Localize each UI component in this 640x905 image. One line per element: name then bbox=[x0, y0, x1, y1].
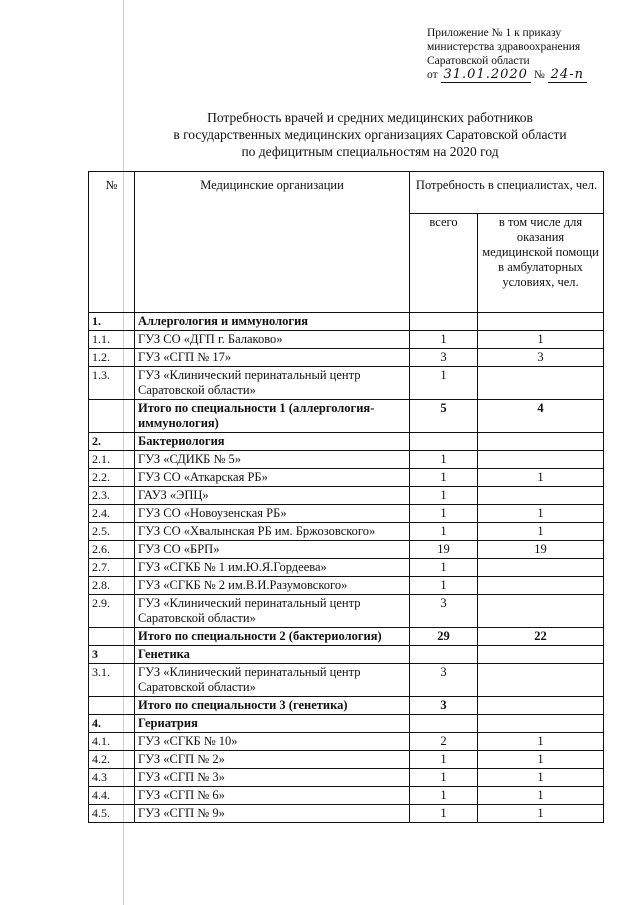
table-row bbox=[89, 505, 604, 523]
table-row bbox=[89, 451, 604, 469]
total-cell: 3 bbox=[410, 595, 478, 628]
header-ambulatory: в том числе для оказания медицинской помощи в амбулаторных условиях, чел. bbox=[478, 214, 604, 313]
row-number-cell: 1.3. bbox=[89, 367, 135, 400]
table-header-row bbox=[89, 172, 604, 214]
organization-cell: Итого по специальности 2 (бактериология) bbox=[135, 628, 410, 646]
ambulatory-cell: 1 bbox=[478, 733, 604, 751]
organization-cell: Итого по специальности 3 (генетика) bbox=[135, 697, 410, 715]
total-cell: 1 bbox=[410, 577, 478, 595]
row-number-cell: 1.2. bbox=[89, 349, 135, 367]
row-number-cell: 4.1. bbox=[89, 733, 135, 751]
title-line-1: Потребность врачей и средних медицинских работников bbox=[207, 110, 533, 125]
ambulatory-cell bbox=[478, 577, 604, 595]
organization-cell: Аллергология и иммунология bbox=[135, 313, 410, 331]
ambulatory-cell: 1 bbox=[478, 469, 604, 487]
total-cell: 1 bbox=[410, 451, 478, 469]
row-number-cell: 2.4. bbox=[89, 505, 135, 523]
table-row bbox=[89, 733, 604, 751]
total-cell bbox=[410, 715, 478, 733]
total-cell: 2 bbox=[410, 733, 478, 751]
total-cell: 29 bbox=[410, 628, 478, 646]
ambulatory-cell bbox=[478, 433, 604, 451]
title-line-3: по дефицитным специальностям на 2020 год bbox=[241, 144, 499, 159]
organization-cell: ГУЗ «СГКБ № 1 им.Ю.Я.Гордеева» bbox=[135, 559, 410, 577]
row-number-cell: 2. bbox=[89, 433, 135, 451]
organization-cell: ГУЗ СО «Аткарская РБ» bbox=[135, 469, 410, 487]
organization-cell: ГУЗ «СГП № 2» bbox=[135, 751, 410, 769]
number-prefix: № bbox=[533, 69, 545, 81]
ambulatory-cell: 19 bbox=[478, 541, 604, 559]
organization-cell: Гериатрия bbox=[135, 715, 410, 733]
appendix-line-3: Саратовской области bbox=[427, 55, 530, 67]
row-number-cell: 1. bbox=[89, 313, 135, 331]
organization-cell: ГУЗ «Клинический перинатальный центр Саратовской области» bbox=[135, 664, 410, 697]
ambulatory-cell bbox=[478, 715, 604, 733]
ambulatory-cell bbox=[478, 595, 604, 628]
ambulatory-cell bbox=[478, 697, 604, 715]
row-number-cell: 2.2. bbox=[89, 469, 135, 487]
total-cell: 1 bbox=[410, 331, 478, 349]
organization-cell: Генетика bbox=[135, 646, 410, 664]
table-row bbox=[89, 595, 604, 628]
section-row bbox=[89, 646, 604, 664]
row-number-cell: 4.3 bbox=[89, 769, 135, 787]
organization-cell: ГУЗ «СДИКБ № 5» bbox=[135, 451, 410, 469]
row-number-cell: 3.1. bbox=[89, 664, 135, 697]
organization-cell: ГУЗ «СГП № 3» bbox=[135, 769, 410, 787]
total-cell: 3 bbox=[410, 697, 478, 715]
table-body bbox=[89, 313, 604, 823]
row-number-cell: 4.2. bbox=[89, 751, 135, 769]
demand-table bbox=[88, 171, 604, 823]
date-prefix: от bbox=[427, 69, 438, 81]
total-row bbox=[89, 697, 604, 715]
table-row bbox=[89, 541, 604, 559]
ambulatory-cell bbox=[478, 313, 604, 331]
ambulatory-cell bbox=[478, 664, 604, 697]
total-cell: 1 bbox=[410, 751, 478, 769]
table-row bbox=[89, 787, 604, 805]
table-row bbox=[89, 559, 604, 577]
table-row bbox=[89, 577, 604, 595]
total-cell: 1 bbox=[410, 559, 478, 577]
table-row bbox=[89, 487, 604, 505]
organization-cell: Бактериология bbox=[135, 433, 410, 451]
header-num: № bbox=[89, 172, 135, 313]
row-number-cell: 2.9. bbox=[89, 595, 135, 628]
ambulatory-cell: 1 bbox=[478, 751, 604, 769]
section-row bbox=[89, 715, 604, 733]
document-title bbox=[120, 109, 620, 160]
ambulatory-cell: 1 bbox=[478, 331, 604, 349]
total-cell: 1 bbox=[410, 487, 478, 505]
table-row bbox=[89, 751, 604, 769]
ambulatory-cell: 1 bbox=[478, 769, 604, 787]
total-cell: 1 bbox=[410, 787, 478, 805]
total-cell: 5 bbox=[410, 400, 478, 433]
row-number-cell: 2.3. bbox=[89, 487, 135, 505]
number-value: 24-п bbox=[548, 67, 587, 83]
organization-cell: ГУЗ «Клинический перинатальный центр Саратовской области» bbox=[135, 367, 410, 400]
table-row bbox=[89, 769, 604, 787]
total-cell: 1 bbox=[410, 523, 478, 541]
section-row bbox=[89, 313, 604, 331]
ambulatory-cell: 1 bbox=[478, 805, 604, 823]
organization-cell: ГАУЗ «ЭПЦ» bbox=[135, 487, 410, 505]
total-cell bbox=[410, 646, 478, 664]
row-number-cell: 2.1. bbox=[89, 451, 135, 469]
table-row bbox=[89, 367, 604, 400]
row-number-cell: 2.5. bbox=[89, 523, 135, 541]
total-cell: 1 bbox=[410, 469, 478, 487]
appendix-line-2: министерства здравоохранения bbox=[427, 41, 581, 53]
row-number-cell: 2.6. bbox=[89, 541, 135, 559]
ambulatory-cell bbox=[478, 367, 604, 400]
row-number-cell: 2.8. bbox=[89, 577, 135, 595]
row-number-cell bbox=[89, 400, 135, 433]
row-number-cell: 4.4. bbox=[89, 787, 135, 805]
organization-cell: ГУЗ «Клинический перинатальный центр Саратовской области» bbox=[135, 595, 410, 628]
organization-cell: ГУЗ «СГП № 9» bbox=[135, 805, 410, 823]
ambulatory-cell bbox=[478, 559, 604, 577]
row-number-cell: 4. bbox=[89, 715, 135, 733]
section-row bbox=[89, 433, 604, 451]
total-cell bbox=[410, 433, 478, 451]
ambulatory-cell: 1 bbox=[478, 787, 604, 805]
table-row bbox=[89, 469, 604, 487]
date-value: 31.01.2020 bbox=[441, 67, 531, 83]
header-org: Медицинские организации bbox=[135, 172, 410, 313]
total-cell: 1 bbox=[410, 367, 478, 400]
ambulatory-cell bbox=[478, 487, 604, 505]
total-cell: 1 bbox=[410, 805, 478, 823]
organization-cell: ГУЗ СО «БРП» bbox=[135, 541, 410, 559]
appendix-date-line bbox=[427, 68, 632, 82]
ambulatory-cell: 4 bbox=[478, 400, 604, 433]
row-number-cell: 4.5. bbox=[89, 805, 135, 823]
ambulatory-cell: 3 bbox=[478, 349, 604, 367]
total-cell: 19 bbox=[410, 541, 478, 559]
total-cell bbox=[410, 313, 478, 331]
table-row bbox=[89, 331, 604, 349]
organization-cell: ГУЗ СО «Хвалынская РБ им. Бржозовского» bbox=[135, 523, 410, 541]
organization-cell: ГУЗ СО «Новоузенская РБ» bbox=[135, 505, 410, 523]
title-line-2: в государственных медицинских организациях Саратовской области bbox=[173, 127, 567, 142]
total-cell: 1 bbox=[410, 769, 478, 787]
total-cell: 1 bbox=[410, 505, 478, 523]
organization-cell: ГУЗ «СГКБ № 2 им.В.И.Разумовского» bbox=[135, 577, 410, 595]
organization-cell: ГУЗ СО «ДГП г. Балаково» bbox=[135, 331, 410, 349]
organization-cell: ГУЗ «СГП № 6» bbox=[135, 787, 410, 805]
row-number-cell bbox=[89, 628, 135, 646]
row-number-cell: 3 bbox=[89, 646, 135, 664]
total-row bbox=[89, 400, 604, 433]
organization-cell: ГУЗ «СГКБ № 10» bbox=[135, 733, 410, 751]
total-cell: 3 bbox=[410, 664, 478, 697]
organization-cell: Итого по специальности 1 (аллергология-иммунология) bbox=[135, 400, 410, 433]
appendix-header bbox=[427, 26, 632, 82]
total-row bbox=[89, 628, 604, 646]
ambulatory-cell bbox=[478, 646, 604, 664]
table-row bbox=[89, 664, 604, 697]
table-row bbox=[89, 523, 604, 541]
row-number-cell bbox=[89, 697, 135, 715]
table-row bbox=[89, 805, 604, 823]
row-number-cell: 2.7. bbox=[89, 559, 135, 577]
total-cell: 3 bbox=[410, 349, 478, 367]
table-row bbox=[89, 349, 604, 367]
row-number-cell: 1.1. bbox=[89, 331, 135, 349]
ambulatory-cell: 1 bbox=[478, 505, 604, 523]
header-need: Потребность в специалистах, чел. bbox=[410, 172, 604, 214]
organization-cell: ГУЗ «СГП № 17» bbox=[135, 349, 410, 367]
ambulatory-cell: 22 bbox=[478, 628, 604, 646]
ambulatory-cell bbox=[478, 451, 604, 469]
ambulatory-cell: 1 bbox=[478, 523, 604, 541]
appendix-line-1: Приложение № 1 к приказу bbox=[427, 27, 562, 39]
header-total: всего bbox=[410, 214, 478, 313]
